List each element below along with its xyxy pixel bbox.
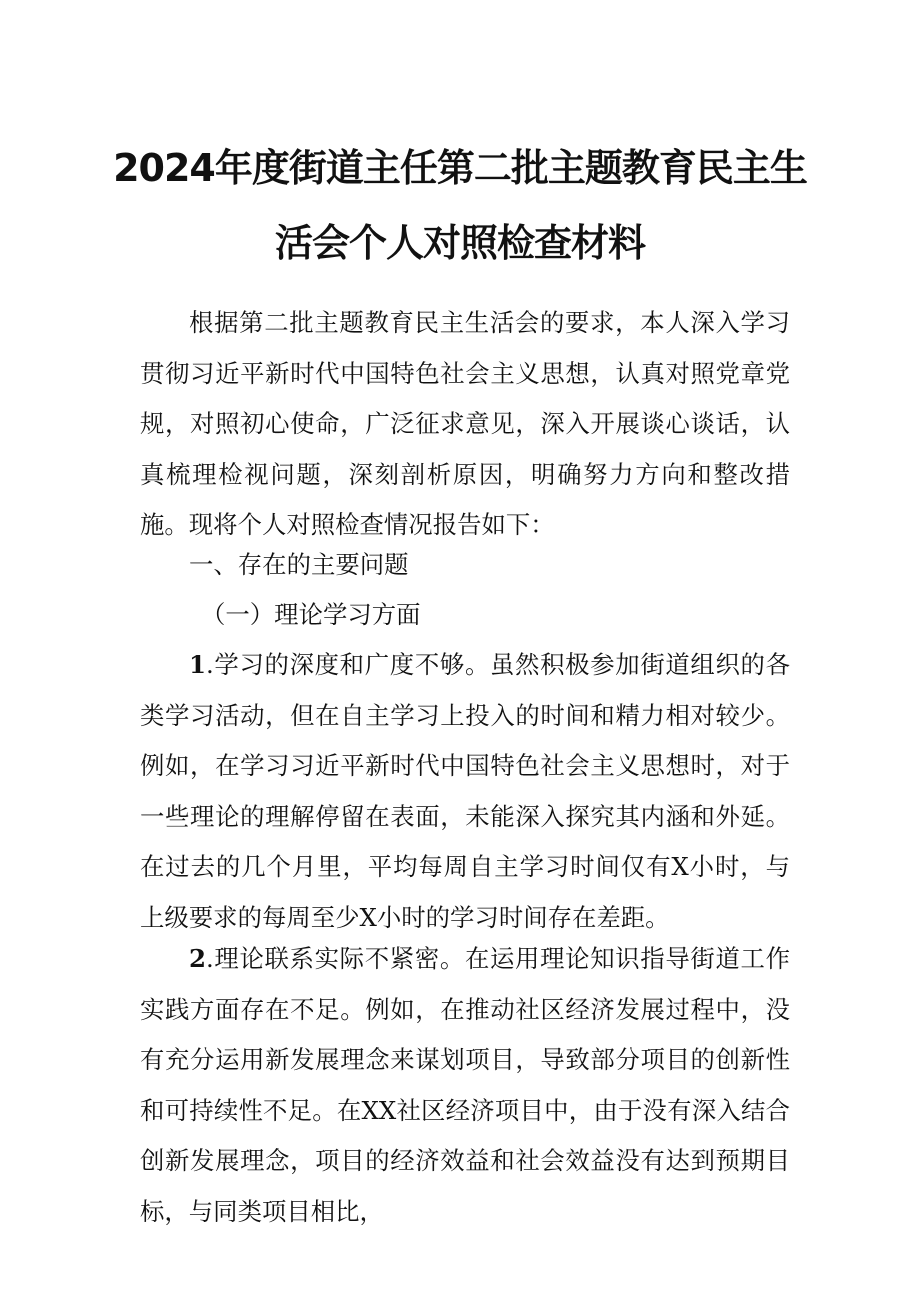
item-1-text: .学习的深度和广度不够。虽然积极参加街道组织的各类学习活动，但在自主学习上投入的时间和精力相对较少。例如，在学习习近平新时代中国特色社会主义思想时，对于一些理论的理解停留在表面，未能深入探究其内涵和外延。在过去的几个月里，平均每周自主学习时间仅有X小时，与上级要求的每周至少X小时的学习时间存在差距。 — [140, 650, 790, 932]
subsection-1-heading: （一）理论学习方面 — [201, 600, 421, 629]
section-1-heading: 一、存在的主要问题 — [189, 550, 409, 579]
item-2-text: .理论联系实际不紧密。在运用理论知识指导街道工作实践方面存在不足。例如，在推动社区经济发展过程中，没有充分运用新发展理念来谋划项目，导致部分项目的创新性和可持续性不足。在XX社区经济项目中，由于没有深入结合创新发展理念，项目的经济效益和社会效益没有达到预期目标，与同类项目相比， — [140, 944, 790, 1226]
subsection-heading — [140, 590, 790, 641]
item-1-paragraph — [140, 640, 790, 943]
item-2 — [140, 934, 790, 1237]
section-heading — [140, 540, 790, 591]
document-title-line-1: 2024年度街道主任第二批主题教育民主生 — [113, 146, 807, 190]
item-1 — [140, 640, 790, 943]
item-1-number: 1 — [189, 650, 206, 679]
intro-paragraph — [140, 298, 790, 551]
document-title-line-2: 活会个人对照检查材料 — [274, 221, 645, 265]
item-2-number: 2 — [189, 944, 206, 973]
intro-text: 根据第二批主题教育民主生活会的要求，本人深入学习贯彻习近平新时代中国特色社会主义思想，认真对照党章党规，对照初心使命，广泛征求意见，深入开展谈心谈话，认真梳理检视问题，深刻剖析原因，明确努力方向和整改措施。现将个人对照检查情况报告如下： — [140, 308, 790, 539]
item-2-paragraph — [140, 934, 790, 1237]
